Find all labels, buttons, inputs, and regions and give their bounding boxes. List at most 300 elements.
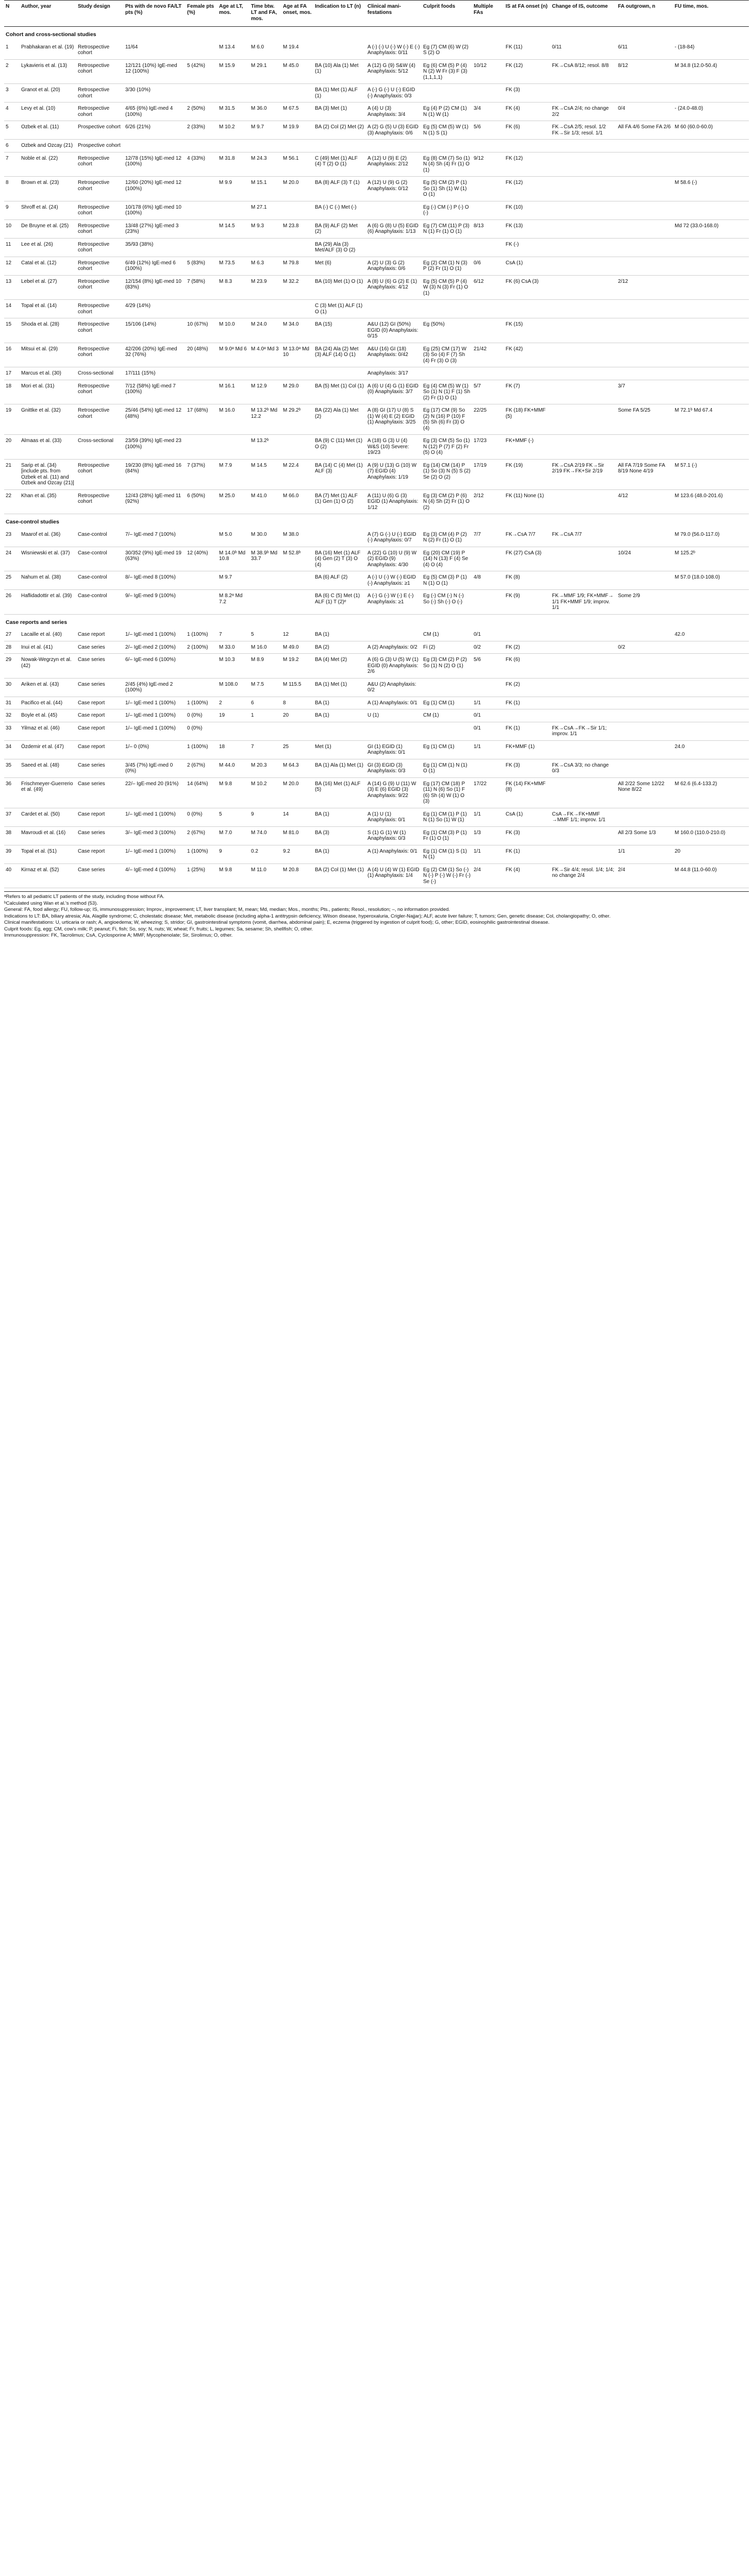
table-cell: 19/230 (8%) IgE-med 16 (84%) [124, 459, 186, 489]
table-cell: M 58.6 (-) [673, 177, 749, 201]
table-cell [673, 343, 749, 367]
table-cell [673, 152, 749, 177]
table-cell [472, 547, 504, 571]
table-cell: 40 [4, 863, 20, 888]
table-cell [186, 654, 217, 679]
column-header: Change of IS, outcome [550, 1, 616, 27]
table-cell: M 57.1 (-) [673, 459, 749, 489]
table-cell: 18 [4, 380, 20, 404]
table-cell: BA (1) Met (1) [313, 678, 366, 697]
table-cell: A (2) G (5) U (3) EGID (3) Anaphylaxis: 0/6 [366, 121, 422, 140]
table-cell [472, 84, 504, 103]
section-title: Cohort and cross-sectional studies [6, 31, 96, 38]
column-header: Age at LT, mos. [217, 1, 249, 27]
table-cell: 2/4 [616, 863, 673, 888]
table-cell [186, 238, 217, 257]
table-cell: M 27.1 [249, 201, 281, 219]
table-cell: Eg (17) CM (18) P (11) N (6) So (1) F (6) Sh (4) W (1) O (3) [422, 777, 472, 808]
table-cell [550, 318, 616, 343]
table-cell: 11 [4, 238, 20, 257]
table-cell: A (12) G (9) S&W (4) Anaphylaxis: 5/12 [366, 59, 422, 84]
table-cell: - (18-84) [673, 41, 749, 60]
table-cell: FK (2) [504, 678, 550, 697]
table-cell: M 20.3 [249, 759, 281, 777]
table-cell: Case series [76, 654, 124, 679]
table-cell: Eg (5) CM (5) W (1) N (1) S (1) [422, 121, 472, 140]
table-cell: M 31.8 [217, 152, 249, 177]
table-cell: 0.2 [249, 845, 281, 863]
table-cell [186, 84, 217, 103]
table-cell: M 7.5 [249, 678, 281, 697]
table-row [4, 590, 749, 615]
table-cell [422, 367, 472, 380]
column-header: Study design [76, 1, 124, 27]
table-cell: Case report [76, 722, 124, 740]
table-cell: BA (4) Met (2) [313, 654, 366, 679]
table-cell: Wisniewski et al. (37) [20, 547, 76, 571]
table-cell: 9/12 [472, 152, 504, 177]
table-cell: 1/1 [472, 845, 504, 863]
table-cell: FK (3) [504, 759, 550, 777]
table-cell [422, 238, 472, 257]
table-cell [217, 300, 249, 318]
table-cell [616, 257, 673, 275]
table-cell: 39 [4, 845, 20, 863]
table-cell [186, 571, 217, 590]
table-cell: 25/46 (54%) IgE-med 12 (48%) [124, 404, 186, 435]
table-cell: Case series [76, 777, 124, 808]
table-cell: M 34.8 (12.0-50.4) [673, 59, 749, 84]
table-cell: 20 [281, 709, 313, 722]
table-cell [186, 590, 217, 615]
table-cell: 10 (67%) [186, 318, 217, 343]
table-cell: M 123.6 (48.0-201.6) [673, 489, 749, 514]
table-cell: All 2/3 Some 1/3 [616, 826, 673, 845]
table-cell [186, 300, 217, 318]
table-cell: Case series [76, 678, 124, 697]
table-cell: M 25.0 [217, 489, 249, 514]
table-cell: 36 [4, 777, 20, 808]
table-cell: Some 2/9 [616, 590, 673, 615]
table-cell [673, 808, 749, 826]
table-cell [217, 201, 249, 219]
table-cell: Eg (3) CM (2) P (2) So (1) N (2) O (1) [422, 654, 472, 679]
table-cell: M 16.1 [217, 380, 249, 404]
table-cell [550, 300, 616, 318]
table-cell [186, 140, 217, 152]
table-cell [313, 722, 366, 740]
table-cell: 13 [4, 275, 20, 300]
table-cell: Case report [76, 629, 124, 641]
table-cell [550, 641, 616, 654]
table-cell [616, 201, 673, 219]
table-cell [281, 238, 313, 257]
footnote: ᵇCalculated using Wan et al.'s method (53). [4, 900, 98, 906]
table-row [4, 722, 749, 740]
table-row [4, 201, 749, 219]
table-cell: BA (1) [313, 697, 366, 709]
table-cell: Prabhakaran et al. (19) [20, 41, 76, 60]
table-cell [616, 697, 673, 709]
table-cell: Retrospective cohort [76, 238, 124, 257]
table-cell [281, 571, 313, 590]
table-cell: M 115.5 [281, 678, 313, 697]
table-cell [673, 678, 749, 697]
column-header: IS at FA onset (n) [504, 1, 550, 27]
table-cell [673, 641, 749, 654]
table-cell: M 4.0ᵃ Md 3 [249, 343, 281, 367]
table-cell: 7/7 [472, 529, 504, 547]
table-cell: M 41.0 [249, 489, 281, 514]
table-cell [217, 367, 249, 380]
table-cell: BA (10) Met (1) O (1) [313, 275, 366, 300]
table-cell: BA (-) C (-) Met (-) [313, 201, 366, 219]
table-cell [281, 84, 313, 103]
table-cell: 6/49 (12%) IgE-med 6 (100%) [124, 257, 186, 275]
table-cell: Eg (3) CM (2) P (6) N (4) Sh (2) Fr (1) O (2) [422, 489, 472, 514]
table-cell: Prospective cohort [76, 140, 124, 152]
table-cell [186, 678, 217, 697]
table-cell: Eg (7) CM (11) P (3) N (1) Fr (1) O (1) [422, 219, 472, 238]
table-cell [673, 590, 749, 615]
table-cell: 2/12 [472, 489, 504, 514]
table-cell: 12 (40%) [186, 547, 217, 571]
table-cell: 0/6 [472, 257, 504, 275]
table-cell [616, 629, 673, 641]
table-cell: Kirnaz et al. (52) [20, 863, 76, 888]
table-cell: Özdemir et al. (47) [20, 740, 76, 759]
table-cell [472, 367, 504, 380]
table-cell: M 24.3 [249, 152, 281, 177]
table-cell: 7 [217, 629, 249, 641]
table-row [4, 759, 749, 777]
table-cell [550, 219, 616, 238]
table-cell: M 9.7 [217, 571, 249, 590]
table-cell: M 45.0 [281, 59, 313, 84]
table-cell: A&U (2) Anaphylaxis: 0/2 [366, 678, 422, 697]
table-cell: FK (-) [504, 238, 550, 257]
table-cell: 35/93 (38%) [124, 238, 186, 257]
table-cell: 14 [4, 300, 20, 318]
table-cell [504, 300, 550, 318]
table-cell: 2 (50%) [186, 103, 217, 121]
table-cell: FK→CsA 2/5; resol. 1/2 FK→Sir 1/3; resol. 1/1 [550, 121, 616, 140]
table-cell: Eg (4) CM (5) W (1) So (1) N (1) F (1) Sh (2) Fr (1) O (1) [422, 380, 472, 404]
table-cell: Retrospective cohort [76, 318, 124, 343]
table-cell: 1/1 [616, 845, 673, 863]
table-cell: 3 [4, 84, 20, 103]
table-cell: Met (6) [313, 257, 366, 275]
table-cell: 34 [4, 740, 20, 759]
table-cell: BA (8) ALF (3) T (1) [313, 177, 366, 201]
table-cell: Eg (6) CM (5) P (4) N (2) W Fr (3) F (3) (1,1,1,1) [422, 59, 472, 84]
table-cell: Ozbek et al. (11) [20, 121, 76, 140]
table-cell: 29 [4, 654, 20, 679]
table-cell: 1/– IgE-med 1 (100%) [124, 709, 186, 722]
table-cell: M 62.6 (6.4-133.2) [673, 777, 749, 808]
column-header: FU time, mos. [673, 1, 749, 27]
table-cell: M 7.0 [217, 826, 249, 845]
table-cell: Shroff et al. (24) [20, 201, 76, 219]
table-cell [313, 529, 366, 547]
table-cell: 28 [4, 641, 20, 654]
table-cell: 4/12 [616, 489, 673, 514]
table-cell: Anaphylaxis: 3/17 [366, 367, 422, 380]
column-header: N [4, 1, 20, 27]
table-cell: Granot et al. (20) [20, 84, 76, 103]
table-cell: 4/29 (14%) [124, 300, 186, 318]
table-cell: M 8.3 [217, 275, 249, 300]
table-cell: Mavroudi et al. (16) [20, 826, 76, 845]
table-cell: M 9.0ᵃ Md 6 [217, 343, 249, 367]
table-cell: Retrospective cohort [76, 489, 124, 514]
table-cell: A (4) U (4) W (1) EGID (1) Anaphylaxis: 1/4 [366, 863, 422, 888]
table-cell: A (12) U (9) G (2) Anaphylaxis: 0/12 [366, 177, 422, 201]
table-cell: 0 (0%) [186, 709, 217, 722]
table-cell [313, 140, 366, 152]
table-cell: M 15.9 [217, 59, 249, 84]
table-cell: 6/26 (21%) [124, 121, 186, 140]
table-cell: FK→MMF 1/9; FK+MMF→ 1/1 FK+MMF 1/9; improv. 1/1 [550, 590, 616, 615]
table-cell: 5 (42%) [186, 59, 217, 84]
footnote: Indications to LT: BA, biliary atresia; Ala, Alagille syndrome; C, cholestatic disease; Met, metabolic disease (including alpha-1 antitrypsin deficiency, Wilson disease, hyperoxaluria, Crigler-Najjar); ALF, acute liver failure; T, tumors; Gen, genetic disease; Col, cholangiopathy; O, other. [4, 913, 611, 919]
table-cell: 21/42 [472, 343, 504, 367]
table-cell: CM (1) [422, 709, 472, 722]
table-cell: 24.0 [673, 740, 749, 759]
table-cell: GI (3) EGID (3) Anaphylaxis: 0/3 [366, 759, 422, 777]
table-cell: Saeed et al. (48) [20, 759, 76, 777]
table-cell: Khan et al. (35) [20, 489, 76, 514]
table-cell: BA (3) [313, 826, 366, 845]
table-cell [186, 367, 217, 380]
table-cell: Inui et al. (41) [20, 641, 76, 654]
table-cell [550, 404, 616, 435]
table-cell: GI (1) EGID (1) Anaphylaxis: 0/1 [366, 740, 422, 759]
column-header: Female pts (%) [186, 1, 217, 27]
table-cell: 8/– IgE-med 8 (100%) [124, 571, 186, 590]
table-cell: BA (29) Ala (3) Met/ALF (3) O (2) [313, 238, 366, 257]
table-cell: BA (16) Met (1) ALF (4) Gen (2) T (3) O (4) [313, 547, 366, 571]
table-cell: 35 [4, 759, 20, 777]
table-cell: M 36.0 [249, 103, 281, 121]
table-cell: FK (12) [504, 59, 550, 84]
table-cell: FK (6) [504, 654, 550, 679]
table-cell: 18 [217, 740, 249, 759]
table-cell [616, 343, 673, 367]
table-cell: 8 [281, 697, 313, 709]
table-cell [249, 571, 281, 590]
table-cell: FK (12) [504, 177, 550, 201]
table-cell [616, 152, 673, 177]
table-cell: 10/12 [472, 59, 504, 84]
table-cell: FK+MMF (-) [504, 435, 550, 460]
table-cell [673, 275, 749, 300]
table-header [4, 1, 749, 27]
table-cell: Eg (3) CM (4) P (2) N (2) Fr (1) O (1) [422, 529, 472, 547]
table-cell: A (1) Anaphylaxis: 0/1 [366, 697, 422, 709]
table-cell: Retrospective cohort [76, 459, 124, 489]
table-cell: 0/1 [472, 722, 504, 740]
table-cell: CsA (1) [504, 257, 550, 275]
table-cell [281, 722, 313, 740]
table-cell: 7 (37%) [186, 459, 217, 489]
table-cell [550, 697, 616, 709]
table-cell: M 81.0 [281, 826, 313, 845]
table-cell: Fi (2) [422, 641, 472, 654]
table-cell: 2 (67%) [186, 759, 217, 777]
table-row [4, 219, 749, 238]
table-cell: Eg (5) CM (5) P (4) W (3) N (3) Fr (1) O (1) [422, 275, 472, 300]
table-cell: 12/60 (20%) IgE-med 12 (100%) [124, 177, 186, 201]
table-row [4, 709, 749, 722]
table-cell: Eg (1) CM (1) N (1) O (1) [422, 759, 472, 777]
table-cell [281, 367, 313, 380]
table-cell: M 16.0 [217, 404, 249, 435]
table-cell [550, 654, 616, 679]
table-cell [616, 529, 673, 547]
table-cell [472, 238, 504, 257]
table-cell: 1 (100%) [186, 740, 217, 759]
table-cell: 9.2 [281, 845, 313, 863]
table-cell: A (6) U (4) G (1) EGID (0) Anaphylaxis: 3/7 [366, 380, 422, 404]
table-cell: 1/– IgE-med 1 (100%) [124, 697, 186, 709]
table-cell: BA (6) ALF (2) [313, 571, 366, 590]
table-row [4, 654, 749, 679]
table-cell [616, 808, 673, 826]
table-cell: FK (4) [504, 863, 550, 888]
table-cell: BA (1) Met (1) ALF (1) [313, 84, 366, 103]
table-cell: A (12) U (9) E (2) Anaphylaxis: 2/12 [366, 152, 422, 177]
table-cell [673, 238, 749, 257]
table-cell: 2 (67%) [186, 826, 217, 845]
table-row [4, 257, 749, 275]
table-cell [550, 740, 616, 759]
table-cell: 2 [4, 59, 20, 84]
table-cell [550, 777, 616, 808]
table-footnotes [4, 891, 749, 939]
table-cell: 21 [4, 459, 20, 489]
table-cell: 9/– IgE-med 9 (100%) [124, 590, 186, 615]
table-cell: FK (6) [504, 121, 550, 140]
table-row [4, 140, 749, 152]
table-cell: Cross-sectional [76, 367, 124, 380]
table-cell [472, 177, 504, 201]
table-cell: Brown et al. (23) [20, 177, 76, 201]
table-cell: A (2) Anaphylaxis: 0/2 [366, 641, 422, 654]
table-cell: Yilmaz et al. (46) [20, 722, 76, 740]
table-cell: 5 [217, 808, 249, 826]
table-cell: 25 [4, 571, 20, 590]
table-cell: 0/1 [472, 709, 504, 722]
table-cell: M 34.0 [281, 318, 313, 343]
table-cell: M 19.2 [281, 654, 313, 679]
table-cell: BA (1) [313, 629, 366, 641]
table-cell: M 44.8 (11.0-60.0) [673, 863, 749, 888]
table-cell: 12/78 (15%) IgE-med 12 (100%) [124, 152, 186, 177]
table-cell: Retrospective cohort [76, 275, 124, 300]
table-cell: M 16.0 [249, 641, 281, 654]
table-cell [673, 318, 749, 343]
table-cell: Nowak-Wegrzyn et al. (42) [20, 654, 76, 679]
table-row [4, 380, 749, 404]
table-cell: Eg (1) CM (1) S (1) N (1) [422, 845, 472, 863]
table-row [4, 404, 749, 435]
table-cell: Retrospective cohort [76, 300, 124, 318]
table-cell: 12/154 (8%) IgE-med 10 (83%) [124, 275, 186, 300]
table-cell: 19 [4, 404, 20, 435]
table-cell [186, 435, 217, 460]
table-cell: 27 [4, 629, 20, 641]
table-cell: M 38.9ᵇ Md 33.7 [249, 547, 281, 571]
table-cell: Lacaille et al. (40) [20, 629, 76, 641]
table-cell: FK→CsA 8/12; resol. 8/8 [550, 59, 616, 84]
table-cell: 1/3 [472, 826, 504, 845]
table-cell: 0/11 [550, 41, 616, 60]
table-cell [550, 845, 616, 863]
table-cell: FK (3) [504, 826, 550, 845]
table-cell: Case-control [76, 547, 124, 571]
table-cell: 7/12 (58%) IgE-med 7 (100%) [124, 380, 186, 404]
table-cell: 10 [4, 219, 20, 238]
table-cell [616, 678, 673, 697]
table-cell: Eg (-) CM (-) N (-) So (-) Sh (-) O (-) [422, 590, 472, 615]
table-cell: M 6.3 [249, 257, 281, 275]
table-cell: 15/106 (14%) [124, 318, 186, 343]
table-row [4, 121, 749, 140]
table-cell: FK (2) [504, 641, 550, 654]
table-cell: FK+MMF (1) [504, 740, 550, 759]
table-cell: Lebel et al. (27) [20, 275, 76, 300]
table-cell [550, 709, 616, 722]
table-cell: Retrospective cohort [76, 41, 124, 60]
table-cell: Maarof et al. (36) [20, 529, 76, 547]
table-cell [673, 300, 749, 318]
table-cell: Eg (4) P (2) CM (1) N (1) W (1) [422, 103, 472, 121]
table-row [4, 808, 749, 826]
table-cell: M 108.0 [217, 678, 249, 697]
table-cell: 26 [4, 590, 20, 615]
table-cell: FK→Sir 4/4; resol. 1/4; 1/4; no change 2/4 [550, 863, 616, 888]
table-cell [313, 367, 366, 380]
table-cell: Eg (3) CM (5) So (1) N (12) P (7) F (2) Fr (5) O (4) [422, 435, 472, 460]
table-cell: M 9.7 [249, 121, 281, 140]
table-cell: FK (11) None (1) [504, 489, 550, 514]
table-cell: BA (9) ALF (2) Met (2) [313, 219, 366, 238]
table-cell: Eg (5) CM (2) P (1) So (1) Sh (1) W (1) O (1) [422, 177, 472, 201]
table-cell [550, 367, 616, 380]
table-cell: M 5.0 [217, 529, 249, 547]
table-cell: 5 [249, 629, 281, 641]
table-cell [281, 435, 313, 460]
table-cell: BA (5) Met (1) Col (1) [313, 380, 366, 404]
table-cell: A (6) G (8) U (5) EGID (6) Anaphylaxis: 1/13 [366, 219, 422, 238]
table-cell: FK (14) FK+MMF (8) [504, 777, 550, 808]
table-cell: 5/7 [472, 380, 504, 404]
table-cell: Case report [76, 740, 124, 759]
table-cell: Eg (20) CM (19) P (14) N (13) F (4) Se (4) O (4) [422, 547, 472, 571]
table-row [4, 103, 749, 121]
table-cell [616, 238, 673, 257]
table-cell [249, 140, 281, 152]
table-cell [550, 140, 616, 152]
table-cell [673, 257, 749, 275]
table-cell: 7 [249, 740, 281, 759]
table-cell: BA (15) [313, 318, 366, 343]
table-cell: Retrospective cohort [76, 201, 124, 219]
table-cell: 12/43 (28%) IgE-med 11 (92%) [124, 489, 186, 514]
table-cell: M 31.5 [217, 103, 249, 121]
table-cell [616, 140, 673, 152]
